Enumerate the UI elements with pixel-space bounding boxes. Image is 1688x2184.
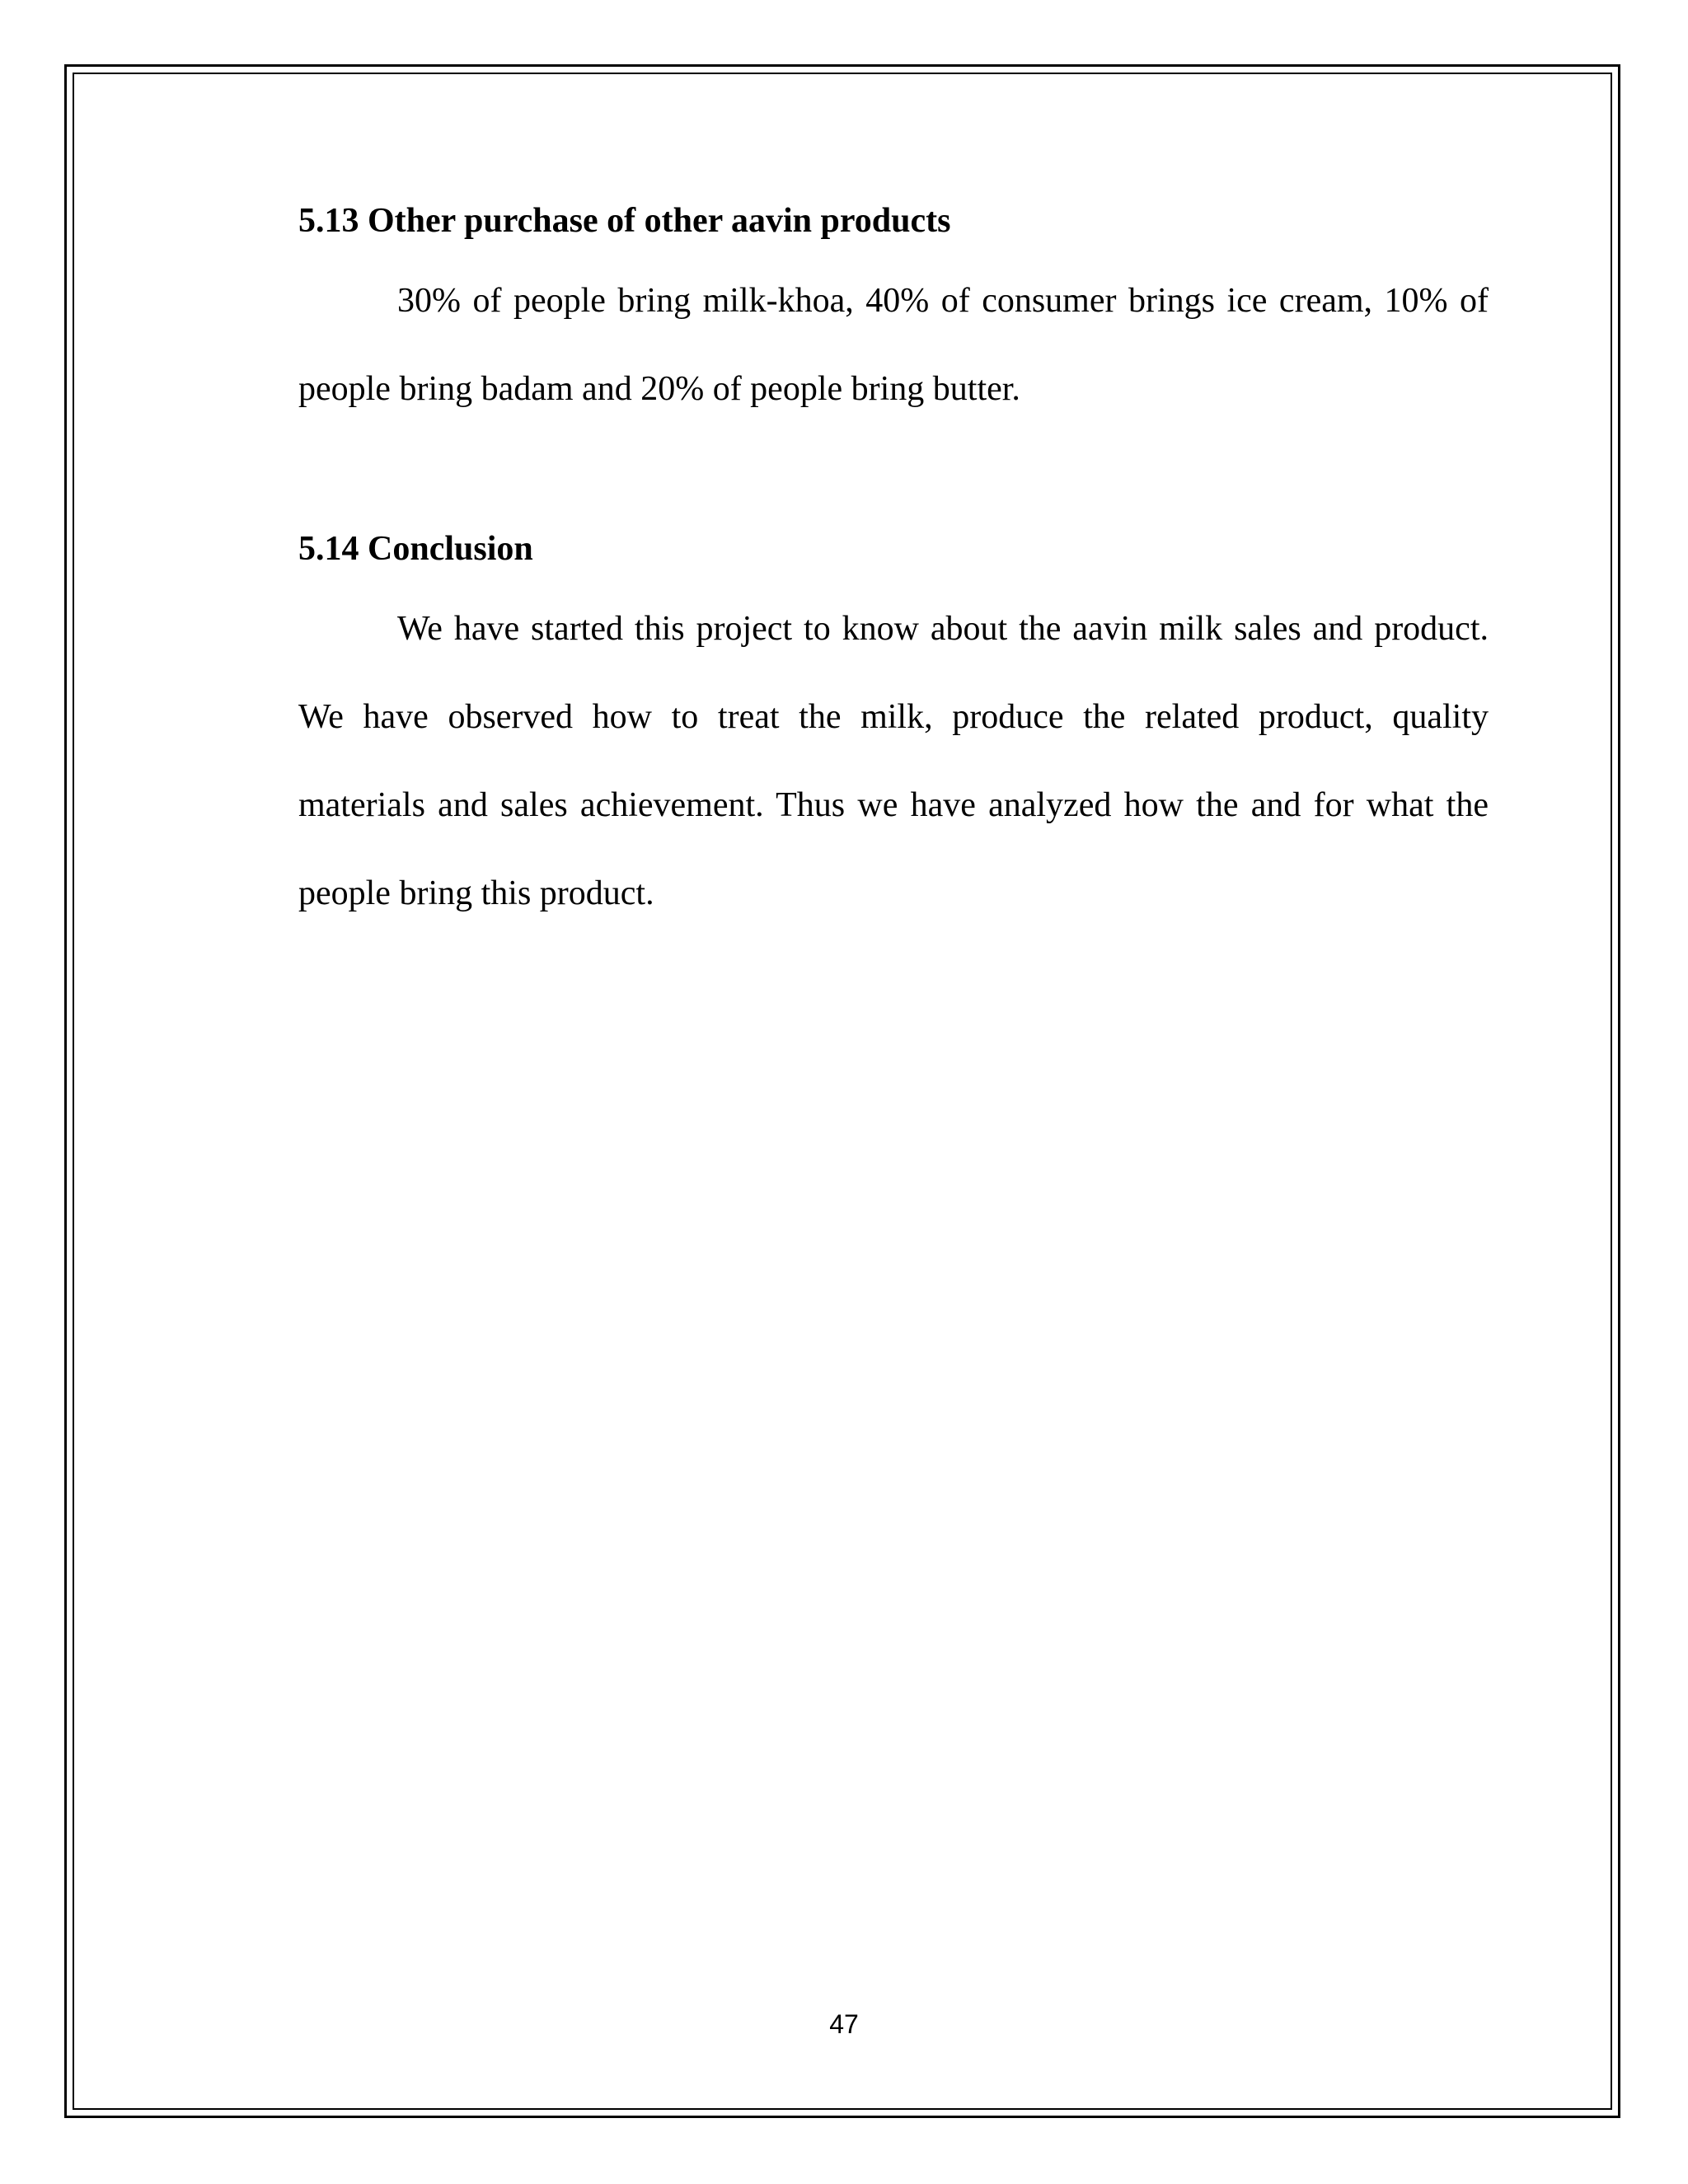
section-heading: 5.13 Other purchase of other aavin products — [298, 202, 951, 240]
section-conclusion — [298, 518, 1489, 938]
section-paragraph: We have started this project to know about the aavin milk sales and product. We have observed how to treat the milk, produce the related product, quality materials and sales achievement. Thus we have analyzed how the and for what the people bring this product. — [298, 610, 1489, 912]
page-content — [298, 190, 1489, 938]
section-heading: 5.14 Conclusion — [298, 530, 533, 568]
section-other-purchase — [298, 190, 1489, 434]
section-paragraph: 30% of people bring milk-khoa, 40% of consumer brings ice cream, 10% of people bring badam and 20% of people bring butter. — [298, 282, 1489, 408]
page-number: 47 — [829, 2009, 859, 2039]
